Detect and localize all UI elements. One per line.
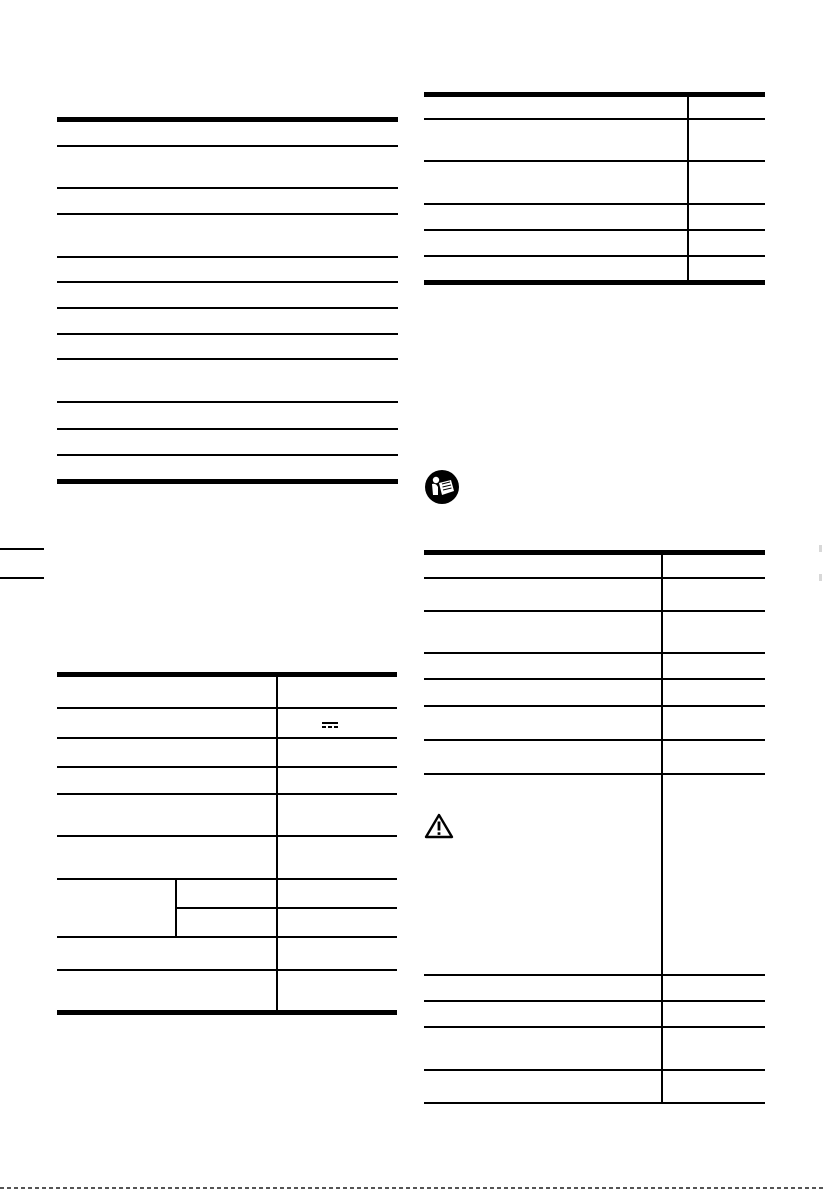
edge-mark-bottom xyxy=(0,577,44,579)
edge-mark-top xyxy=(0,548,44,550)
edge-tick-right-2 xyxy=(819,574,822,581)
footer-dashed-line xyxy=(0,1187,823,1189)
edge-tick-right-1 xyxy=(819,545,822,552)
read-manual-icon xyxy=(424,469,460,505)
dc-current-symbol-icon xyxy=(322,722,338,728)
warning-triangle-icon xyxy=(424,812,454,840)
